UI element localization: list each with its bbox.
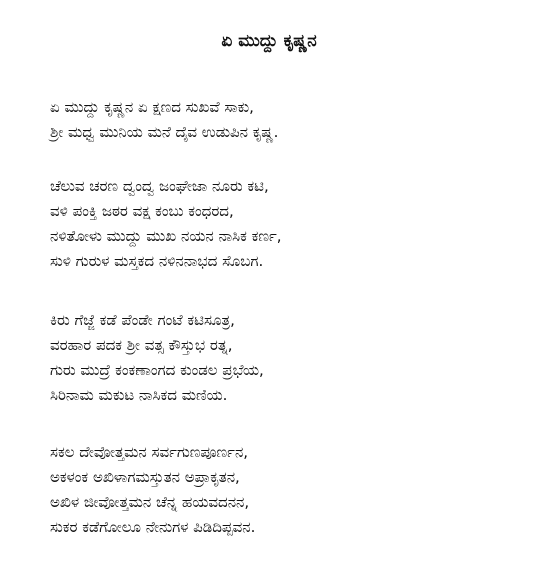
stanza-line: ನಳಿತೋಳು ಮುದ್ದು ಮುಖ ನಯನ ನಾಸಿಕ ಕರ್ಣ, [50, 227, 282, 245]
stanza-line: ಅಖಿಳ ಜೀವೋತ್ತಮನ ಚೆನ್ನ ಹಯವದನನ, [50, 493, 250, 511]
stanza-line: ಏ ಮುದ್ದು ಕೃಷ್ಣನ ಏ ಕ್ಷಣದ ಸುಖವೆ ಸಾಕು, [50, 98, 254, 116]
stanza-1 [50, 95, 520, 145]
stanza-line: ಚೆಲುವ ಚರಣ ದ್ವಂದ್ವ ಜಂಘೇಜಾ ನೂರು ಕಟಿ, [50, 177, 269, 195]
stanza-line: ಅಕಳಂಕ ಅಖಿಳಾಗಮಸ್ತುತನ ಅಪ್ರಾಕೃತನ, [50, 468, 240, 486]
stanza-line: ಸಕಲ ದೇವೋತ್ತಮನ ಸರ್ವಗುಣಪೂರ್ಣನ, [50, 443, 249, 461]
stanza-line: ಸಿರಿನಾಮ ಮಕುಟ ನಾಸಿಕದ ಮಣಿಯ. [50, 386, 228, 404]
stanza-line: ಸುಳಿ ಗುರುಳ ಮಸ್ತಕದ ನಳಿನನಾಭದ ಸೊಬಗ. [50, 252, 264, 270]
stanza-line: ವರಹಾರ ಪದಕ ಶ್ರೀ ವತ್ಸ ಕೌಸ್ತುಭ ರತ್ನ, [50, 336, 233, 354]
stanza-line: ವಳಿ ಪಂಕ್ತಿ ಜಠರ ವಕ್ಷ ಕಂಬು ಕಂಧರದ, [50, 202, 234, 220]
stanza-line: ಕಿರು ಗೆಜ್ಜೆ ಕಡೆ ಪೆಂಡೇ ಗಂಟೆ ಕಟಿಸೂತ್ರ, [50, 311, 235, 329]
stanza-line: ಸುಕರ ಕಡೆಗೋಲೂ ನೇನುಗಳ ಪಿಡಿದಿಪ್ಪವನ. [50, 518, 256, 536]
stanza-line: ಗುರು ಮುದ್ರೆ ಕಂಕಣಾಂಗದ ಕುಂಡಲ ಪ್ರಭೆಯ, [50, 361, 264, 379]
document-title: ಏ ಮುದ್ದು ಕೃಷ್ಣನ [221, 31, 317, 51]
stanza-3 [50, 308, 520, 408]
stanza-4 [50, 440, 520, 540]
stanza-line: ಶ್ರೀ ಮಧ್ವ ಮುನಿಯ ಮನೆ ದೈವ ಉಡುಪಿನ ಕೃಷ್ಣ. [50, 123, 279, 141]
stanza-2 [50, 174, 520, 274]
